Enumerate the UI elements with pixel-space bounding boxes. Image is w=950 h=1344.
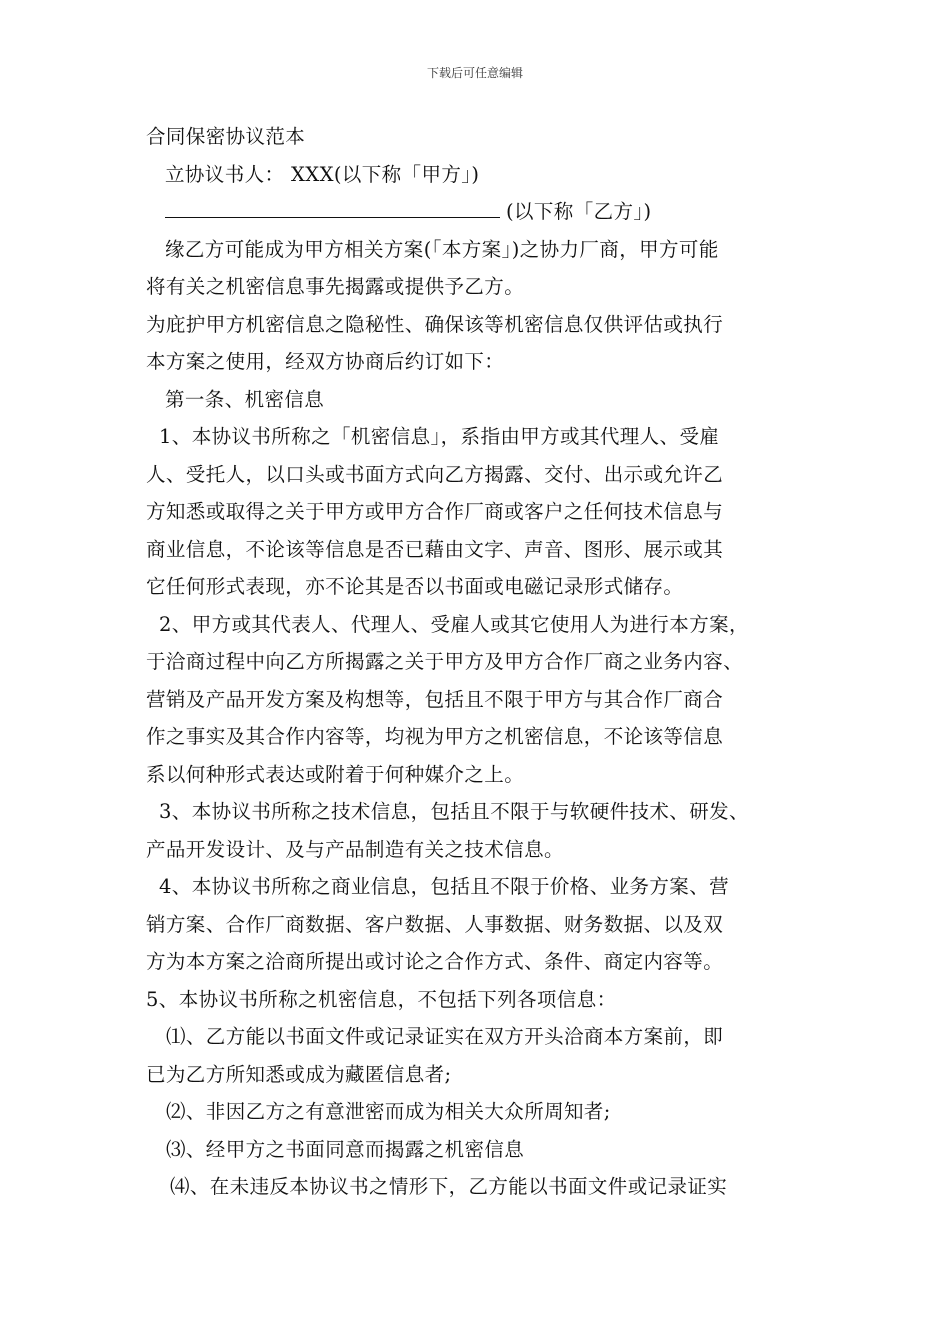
clause-line: 产品开发设计、及与产品制造有关之技术信息。: [146, 837, 564, 861]
sub-item-line: ⑵、非因乙方之有意泄密而成为相关大众所周知者;: [166, 1100, 611, 1123]
party-b-suffix: (以下称「乙方」): [506, 200, 652, 223]
header-note: 下载后可任意编辑: [426, 66, 523, 80]
sub-item-line: ⑶、经甲方之书面同意而揭露之机密信息: [166, 1137, 525, 1161]
clause-line: 4、本协议书所称之商业信息，包括且不限于价格、业务方案、营: [159, 875, 730, 898]
sub-item-line: ⑷、在未违反本协议书之情形下，乙方能以书面文件或记录证实: [170, 1175, 728, 1198]
sub-item-line: 已为乙方所知悉或成为藏匿信息者;: [146, 1062, 452, 1086]
party-b-line: [146, 193, 810, 231]
party-a-line: 立协议书人： XXX(以下称「甲方」): [165, 162, 480, 186]
clause-line: 方为本方案之洽商所提出或讨论之合作方式、条件、商定内容等。: [146, 950, 724, 973]
document-body: [146, 118, 810, 1206]
clause-line: 5、本协议书所称之机密信息，不包括下列各项信息：: [146, 987, 617, 1011]
preamble-line: 将有关之机密信息事先揭露或提供予乙方。: [146, 275, 525, 298]
preamble-line: 为庇护甲方机密信息之隐秘性、确保该等机密信息仅供评估或执行: [146, 312, 724, 336]
clause-line: 1、本协议书所称之「机密信息」，系指由甲方或其代理人、受雇: [159, 425, 720, 448]
clause-line: 营销及产品开发方案及构想等，包括且不限于甲方与其合作厂商合: [146, 687, 724, 711]
clause-line: 方知悉或取得之关于甲方或甲方合作厂商或客户之任何技术信息与: [146, 500, 724, 523]
document-title: 合同保密协议范本: [146, 125, 306, 148]
clause-line: 销方案、合作厂商数据、客户数据、人事数据、财务数据、以及双: [146, 912, 724, 936]
clause-line: 3、本协议书所称之技术信息，包括且不限于与软硬件技术、研发、: [159, 800, 749, 823]
article-heading: 第一条、机密信息: [165, 387, 325, 411]
preamble-line: 缘乙方可能成为甲方相关方案(「本方案」)之协力厂商，甲方可能: [165, 237, 719, 261]
party-b-blank: [165, 197, 500, 218]
clause-line: 它任何形式表现，亦不论其是否以书面或电磁记录形式储存。: [146, 575, 684, 598]
clause-line: 2、甲方或其代表人、代理人、受雇人或其它使用人为进行本方案，: [159, 612, 749, 636]
preamble-line: 本方案之使用，经双方协商后约订如下：: [146, 350, 505, 373]
clause-line: 商业信息，不论该等信息是否已藉由文字、声音、图形、展示或其: [146, 537, 724, 561]
sub-item-line: ⑴、乙方能以书面文件或记录证实在双方开头洽商本方案前，即: [166, 1025, 724, 1048]
clause-line: 作之事实及其合作内容等，均视为甲方之机密信息，不论该等信息: [146, 725, 724, 748]
clause-line: 人、受托人，以口头或书面方式向乙方揭露、交付、出示或允许乙: [146, 462, 724, 486]
clause-line: 系以何种形式表达或附着于何种媒介之上。: [146, 762, 525, 786]
clause-line: 于洽商过程中向乙方所揭露之关于甲方及甲方合作厂商之业务内容、: [146, 650, 744, 673]
